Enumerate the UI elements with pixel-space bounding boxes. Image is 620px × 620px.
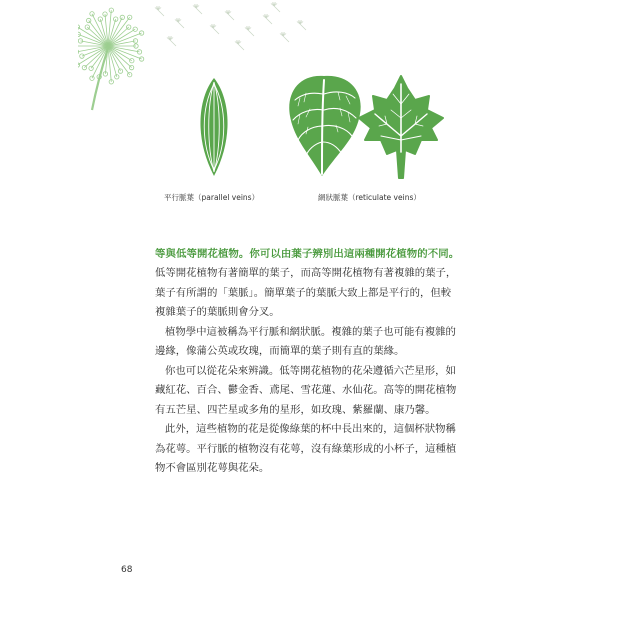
paragraph-line: 低等開花植物有著簡單的葉子，而高等開花植物有著複雜的葉子， [155, 267, 457, 279]
reticulate-vein-ovate-leaf-icon [286, 72, 362, 178]
paragraph-4 [155, 420, 467, 479]
body-text [155, 245, 467, 479]
paragraph-line: 為花萼。平行脈的植物沒有花萼，沒有綠葉形成的小杯子，這種植 [155, 442, 457, 455]
reticulate-veins-caption: 網狀脈葉（reticulate veins） [318, 193, 421, 202]
paragraph-line: 邊緣，像蒲公英或玫瑰，而簡單的葉子則有直的葉緣。 [155, 345, 405, 357]
lead-sentence: 等與低等開花植物。你可以由葉子辨別出這兩種開花植物的不同。 [155, 248, 460, 260]
parallel-veins-caption: 平行脈葉（parallel veins） [164, 193, 260, 202]
paragraph-line: 植物學中這被稱為平行脈和網狀脈。複雜的葉子也可能有複雜的 [165, 325, 456, 338]
paragraph-line: 此外，這些植物的花是從像綠葉的杯中長出來的，這個杯狀物稱 [165, 423, 456, 435]
paragraph-line: 物不會區別花萼與花朵。 [155, 462, 270, 474]
paragraph-2 [155, 323, 467, 362]
reticulate-vein-lobed-leaf-icon [357, 74, 445, 180]
paragraph-line: 藏紅花、百合、鬱金香、鳶尾、雪花蓮、水仙花。高等的開花植物 [155, 384, 457, 396]
paragraph-1 [155, 264, 467, 323]
paragraph-line: 有五芒星、四芒星或多角的星形，如玫瑰、紫羅蘭、康乃馨。 [155, 403, 436, 416]
paragraph-line: 葉子有所謂的「葉脈」。簡單葉子的葉脈大致上都是平行的，但較 [155, 286, 452, 299]
paragraph-line: 複雜葉子的葉脈則會分叉。 [155, 306, 280, 318]
paragraph-3 [155, 362, 467, 421]
parallel-vein-leaf-icon [190, 76, 238, 178]
paragraph-line: 你也可以從花朵來辨識。低等開花植物的花朵遵循六芒星形，如 [165, 364, 456, 377]
page-number: 68 [121, 565, 133, 575]
